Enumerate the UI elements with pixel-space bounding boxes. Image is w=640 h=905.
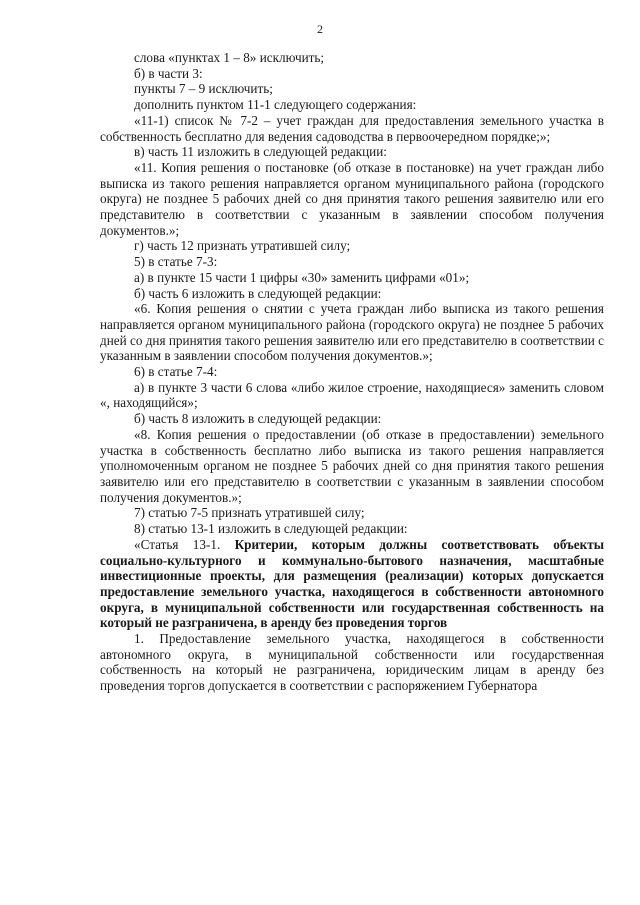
paragraph: 7) статью 7-5 признать утратившей силу; [134,505,365,521]
paragraph: 1. Предоставление земельного участка, находящегося в собственности автономного округа, в муниципальной собственности или государственная собственность на который не разграничена, юридическим лицам в аренду без проведения торгов допускается в соответствии с распоряжением Губернатора [100,631,604,694]
paragraph: б) часть 8 изложить в следующей редакции: [134,411,382,427]
paragraph: а) в пункте 3 части 6 слова «либо жилое строение, находящиеся» заменить словом «, находящийся»; [100,379,604,411]
document-body [100,50,604,694]
paragraph: слова «пунктах 1 – 8» исключить; [134,50,325,65]
paragraph: «11-1) список № 7-2 – учет граждан для предоставления земельного участка в собственность бесплатно для ведения садоводства в первоочередном порядке;»; [100,112,604,144]
paragraph: пункты 7 – 9 исключить; [134,81,273,97]
paragraph: «6. Копия решения о снятии с учета граждан либо выписка из такого решения направляется органом муниципального района (городского округа) не позднее 5 рабочих дней со дня принятия такого решения заявителю или его представителю в соответствии с указанным в заявлении способом получения документов.»; [100,301,604,364]
paragraph: дополнить пунктом 11-1 следующего содержания: [134,97,417,113]
paragraph: г) часть 12 признать утратившей силу; [134,238,351,254]
paragraph: а) в пункте 15 части 1 цифры «30» заменить цифрами «01»; [134,269,470,285]
paragraph: б) в части 3: [134,65,203,81]
paragraph: в) часть 11 изложить в следующей редакции: [134,144,387,160]
page-number: 2 [317,22,323,36]
paragraph: «8. Копия решения о предоставлении (об отказе в предоставлении) земельного участка в собственность бесплатно либо выписка из такого решения направляется уполномоченным органом не позднее 5 рабочих дней со дня принятия такого решения заявителю или его представителю в соответствии с указанным в заявлении способом получения документов.»; [100,426,604,505]
paragraph: 6) в статье 7-4: [134,364,218,380]
article-title: Критерии, которым должны соответствовать объекты социально-культурного и коммунально-бытового назначения, масштабные инвестиционные проекты, для размещения (реализации) которых допускается предоставление земельного участка, находящегося в собственности автономного округа, в муниципальной собственности или государственная собственность на который не разграничена, в аренду без проведения торгов [100,536,605,631]
paragraph: 5) в статье 7-3: [134,254,218,270]
article-heading [100,537,604,631]
paragraph: б) часть 6 изложить в следующей редакции: [134,285,382,301]
paragraph: 8) статью 13-1 изложить в следующей редакции: [134,521,408,537]
paragraph: «11. Копия решения о постановке (об отказе в постановке) на учет граждан либо выписка из такого решения направляется органом муниципального района (городского округа) не позднее 5 рабочих дней со дня принятия такого решения заявителю или его представителю в соответствии с указанным в заявлении способом получения документов.»; [100,159,604,238]
article-prefix: «Статья 13-1. [134,536,221,552]
